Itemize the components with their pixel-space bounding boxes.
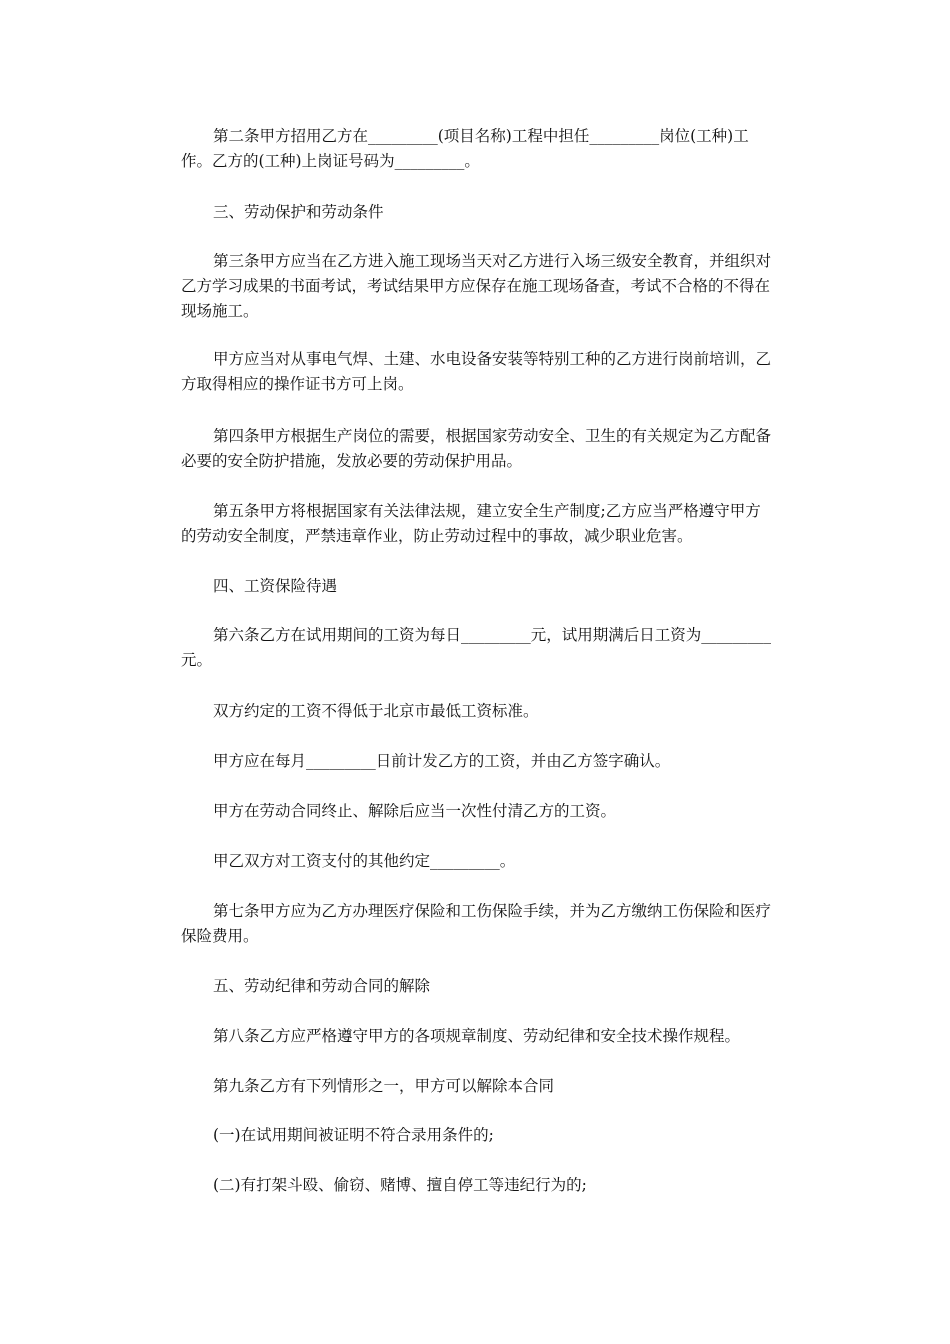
other-agreement-paragraph: 甲乙双方对工资支付的其他约定_________。 — [213, 852, 516, 870]
article-9-item-2: (二)有打架斗殴、偷窃、赌博、擅自停工等违纪行为的; — [213, 1176, 587, 1194]
article-7-paragraph: 第七条甲方应为乙方办理医疗保险和工伤保险手续，并为乙方缴纳工伤保险和医疗保险费用。 — [181, 902, 772, 945]
article-4-paragraph: 第四条甲方根据生产岗位的需要，根据国家劳动安全、卫生的有关规定为乙方配备必要的安全防护措施，发放必要的劳动保护用品。 — [181, 427, 772, 470]
article-5-paragraph: 第五条甲方将根据国家有关法律法规，建立安全生产制度;乙方应当严格遵守甲方的劳动安全制度，严禁违章作业，防止劳动过程中的事故，减少职业危害。 — [181, 502, 761, 545]
payday-paragraph: 甲方应在每月_________日前计发乙方的工资，并由乙方签字确认。 — [213, 752, 671, 770]
article-2-paragraph: 第二条甲方招用乙方在_________(项目名称)工程中担任_________岗位(工种)工作。乙方的(工种)上岗证号码为_________。 — [181, 127, 749, 170]
section-3-heading: 三、劳动保护和劳动条件 — [213, 203, 384, 221]
article-9-paragraph: 第九条乙方有下列情形之一，甲方可以解除本合同 — [213, 1077, 555, 1095]
article-9-item-1: (一)在试用期间被证明不符合录用条件的; — [213, 1126, 494, 1144]
section-4-heading: 四、工资保险待遇 — [213, 577, 338, 595]
article-3-paragraph: 第三条甲方应当在乙方进入施工现场当天对乙方进行入场三级安全教育，并组织对乙方学习成果的书面考试，考试结果甲方应保存在施工现场备查，考试不合格的不得在现场施工。 — [181, 252, 772, 320]
special-training-paragraph: 甲方应当对从事电气焊、土建、水电设备安装等特别工种的乙方进行岗前培训，乙方取得相应的操作证书方可上岗。 — [181, 350, 772, 393]
final-payment-paragraph: 甲方在劳动合同终止、解除后应当一次性付清乙方的工资。 — [213, 802, 617, 820]
article-8-paragraph: 第八条乙方应严格遵守甲方的各项规章制度、劳动纪律和安全技术操作规程。 — [213, 1027, 741, 1045]
section-5-heading: 五、劳动纪律和劳动合同的解除 — [213, 977, 431, 995]
article-6-paragraph: 第六条乙方在试用期间的工资为每日_________元，试用期满后日工资为_________元。 — [181, 626, 772, 669]
minimum-wage-paragraph: 双方约定的工资不得低于北京市最低工资标准。 — [213, 702, 539, 720]
